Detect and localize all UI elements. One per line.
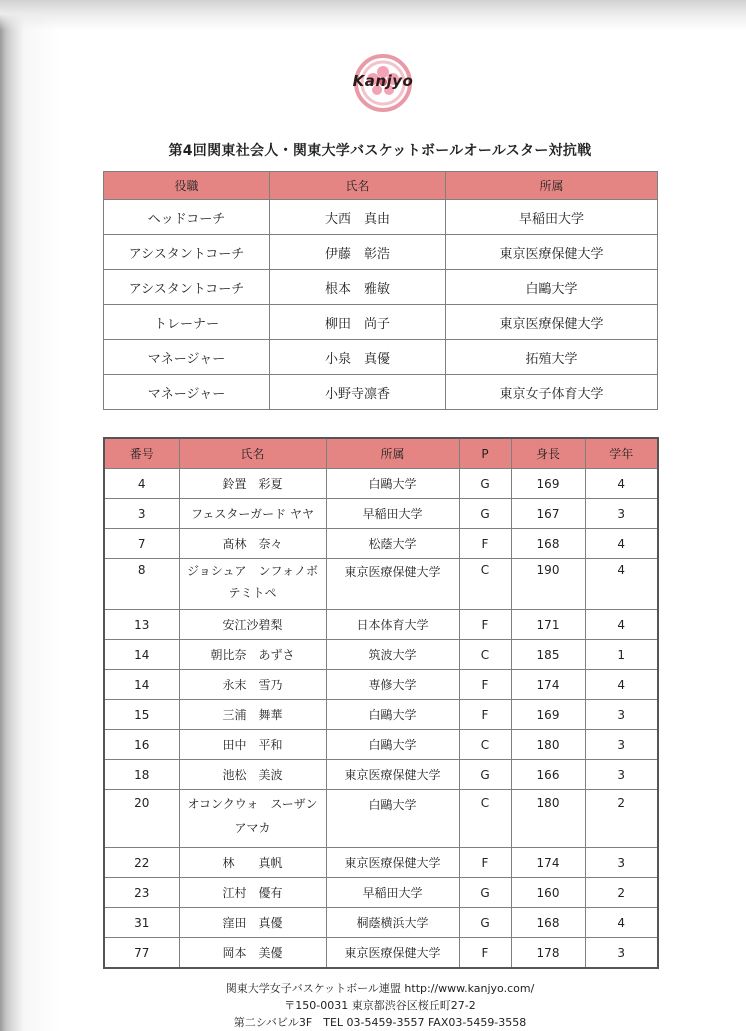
player-position: G <box>459 469 511 499</box>
player-position: C <box>459 640 511 670</box>
player-header-number: 番号 <box>104 438 179 469</box>
staff-header-team: 所属 <box>446 172 658 200</box>
logo-text: Kanjyo <box>352 72 414 90</box>
player-row <box>104 700 658 730</box>
staff-team: 東京医療保健大学 <box>446 235 658 270</box>
player-name: 池松 美波 <box>222 767 283 782</box>
player-row <box>104 529 658 559</box>
player-name-cell <box>179 848 326 878</box>
player-grade: 2 <box>585 878 658 908</box>
player-name: 朝比奈 あずさ <box>210 647 295 662</box>
player-number: 14 <box>104 640 179 670</box>
staff-team: 東京医療保健大学 <box>446 305 658 340</box>
player-name: ジョシュア ンフォノボ <box>187 564 318 578</box>
staff-name: 根本 雅敏 <box>270 270 446 305</box>
footer-line-2: 〒150-0031 東京都渋谷区桜丘町27-2 <box>284 999 476 1012</box>
player-name-line-2: テミトペ <box>228 586 277 600</box>
kanjyo-logo <box>352 52 414 114</box>
player-position: G <box>459 760 511 790</box>
footer-line-3: 第二シバビル3F TEL 03-5459-3557 FAX03-5459-3558 <box>233 1016 527 1029</box>
player-grade: 4 <box>585 610 658 640</box>
player-row <box>104 878 658 908</box>
player-team: 東京医療保健大学 <box>326 848 459 878</box>
staff-header-row <box>104 172 658 200</box>
player-position: G <box>459 878 511 908</box>
player-name-cell <box>179 730 326 760</box>
staff-name: 小野寺凛香 <box>270 375 446 410</box>
footer-line-1: 関東大学女子バスケットボール連盟 http://www.kanjyo.com/ <box>225 982 535 995</box>
player-name-cell <box>179 499 326 529</box>
player-team: 桐蔭横浜大学 <box>326 908 459 938</box>
player-grade: 1 <box>585 640 658 670</box>
staff-name: 柳田 尚子 <box>270 305 446 340</box>
player-grade: 4 <box>585 908 658 938</box>
player-team: 筑波大学 <box>326 640 459 670</box>
player-height: 185 <box>511 640 585 670</box>
player-team: 専修大学 <box>326 670 459 700</box>
player-header-row <box>104 438 658 469</box>
page-top-shadow <box>0 0 746 30</box>
player-team: 白鷗大学 <box>326 700 459 730</box>
player-name: 窪田 真優 <box>222 915 283 930</box>
player-number: 16 <box>104 730 179 760</box>
player-position: F <box>459 670 511 700</box>
player-name: オコンクウォ スーザン <box>187 797 318 811</box>
player-number: 13 <box>104 610 179 640</box>
staff-table <box>103 171 658 410</box>
player-name: フェスターガード ヤヤ <box>191 506 314 521</box>
player-name: 林 真帆 <box>222 855 283 870</box>
player-name: 岡本 美優 <box>222 945 283 960</box>
player-team: 東京医療保健大学 <box>326 760 459 790</box>
player-name: 鈴置 彩夏 <box>222 476 283 491</box>
player-height: 171 <box>511 610 585 640</box>
player-position: F <box>459 529 511 559</box>
staff-team: 早稲田大学 <box>446 200 658 235</box>
player-name-cell <box>179 908 326 938</box>
staff-role: マネージャー <box>104 340 270 375</box>
player-name: 江村 優有 <box>222 885 283 900</box>
player-grade: 3 <box>585 760 658 790</box>
player-row <box>104 730 658 760</box>
player-name-cell <box>179 529 326 559</box>
player-grade: 3 <box>585 499 658 529</box>
player-position: F <box>459 610 511 640</box>
player-row <box>104 938 658 969</box>
player-position: C <box>459 559 511 610</box>
staff-name: 小泉 真優 <box>270 340 446 375</box>
player-name-cell <box>179 640 326 670</box>
player-header-team: 所属 <box>326 438 459 469</box>
staff-name: 伊藤 彰浩 <box>270 235 446 270</box>
player-height: 180 <box>511 730 585 760</box>
player-position: C <box>459 730 511 760</box>
player-team: 早稲田大学 <box>326 878 459 908</box>
player-row <box>104 908 658 938</box>
player-row <box>104 670 658 700</box>
player-name-cell <box>179 938 326 969</box>
player-name-cell <box>179 760 326 790</box>
player-number: 7 <box>104 529 179 559</box>
player-height: 174 <box>511 670 585 700</box>
player-name-cell <box>179 878 326 908</box>
player-number: 22 <box>104 848 179 878</box>
player-name: 三浦 舞華 <box>222 707 283 722</box>
player-name-cell <box>179 559 326 610</box>
player-position: G <box>459 908 511 938</box>
player-name: 安江沙碧梨 <box>222 617 283 632</box>
player-name-cell <box>179 469 326 499</box>
player-row <box>104 640 658 670</box>
staff-role: アシスタントコーチ <box>104 270 270 305</box>
player-height: 190 <box>511 559 585 610</box>
player-number: 4 <box>104 469 179 499</box>
player-name: 田中 平和 <box>222 737 283 752</box>
player-height: 167 <box>511 499 585 529</box>
player-number: 3 <box>104 499 179 529</box>
player-team: 白鷗大学 <box>326 469 459 499</box>
staff-row <box>104 270 658 305</box>
player-name-cell <box>179 790 326 848</box>
player-number: 31 <box>104 908 179 938</box>
player-height: 169 <box>511 700 585 730</box>
player-position: F <box>459 938 511 969</box>
player-team: 白鷗大学 <box>326 730 459 760</box>
player-height: 178 <box>511 938 585 969</box>
staff-role: ヘッドコーチ <box>104 200 270 235</box>
player-team: 東京医療保健大学 <box>326 938 459 969</box>
player-height: 174 <box>511 848 585 878</box>
player-name: 永末 雪乃 <box>222 677 283 692</box>
player-team: 松蔭大学 <box>326 529 459 559</box>
player-row <box>104 469 658 499</box>
staff-team: 東京女子体育大学 <box>446 375 658 410</box>
player-grade: 4 <box>585 670 658 700</box>
player-grade: 3 <box>585 730 658 760</box>
player-number: 18 <box>104 760 179 790</box>
player-header-height: 身長 <box>511 438 585 469</box>
player-height: 160 <box>511 878 585 908</box>
player-row <box>104 760 658 790</box>
player-name-cell <box>179 670 326 700</box>
player-row <box>104 610 658 640</box>
player-header-grade: 学年 <box>585 438 658 469</box>
player-header-name: 氏名 <box>179 438 326 469</box>
player-grade: 4 <box>585 529 658 559</box>
staff-header-role: 役職 <box>104 172 270 200</box>
staff-role: アシスタントコーチ <box>104 235 270 270</box>
player-row <box>104 499 658 529</box>
player-row <box>104 790 658 848</box>
staff-role: トレーナー <box>104 305 270 340</box>
document-title: 第4回関東社会人・関東大学バスケットボールオールスター対抗戦 <box>168 143 592 159</box>
staff-row <box>104 305 658 340</box>
player-header-position: P <box>459 438 511 469</box>
player-position: C <box>459 790 511 848</box>
player-name-line-2: アマカ <box>234 821 271 835</box>
player-position: F <box>459 848 511 878</box>
player-number: 20 <box>104 790 179 848</box>
player-table <box>103 437 659 969</box>
staff-row <box>104 340 658 375</box>
staff-name: 大西 真由 <box>270 200 446 235</box>
player-name-cell <box>179 700 326 730</box>
staff-team: 白鷗大学 <box>446 270 658 305</box>
player-grade: 3 <box>585 700 658 730</box>
staff-header-name: 氏名 <box>270 172 446 200</box>
staff-row <box>104 235 658 270</box>
player-height: 168 <box>511 908 585 938</box>
player-name: 髙林 奈々 <box>222 536 283 551</box>
player-number: 77 <box>104 938 179 969</box>
player-team: 白鷗大学 <box>326 790 459 848</box>
player-height: 169 <box>511 469 585 499</box>
player-grade: 3 <box>585 848 658 878</box>
staff-row <box>104 200 658 235</box>
player-name-cell <box>179 610 326 640</box>
player-grade: 3 <box>585 938 658 969</box>
player-position: F <box>459 700 511 730</box>
footer <box>100 980 660 1031</box>
player-row <box>104 848 658 878</box>
player-team: 日本体育大学 <box>326 610 459 640</box>
player-team: 東京医療保健大学 <box>326 559 459 610</box>
player-grade: 4 <box>585 469 658 499</box>
staff-team: 拓殖大学 <box>446 340 658 375</box>
player-number: 14 <box>104 670 179 700</box>
player-team: 早稲田大学 <box>326 499 459 529</box>
player-height: 180 <box>511 790 585 848</box>
player-number: 8 <box>104 559 179 610</box>
player-number: 15 <box>104 700 179 730</box>
player-number: 23 <box>104 878 179 908</box>
player-grade: 2 <box>585 790 658 848</box>
staff-role: マネージャー <box>104 375 270 410</box>
player-grade: 4 <box>585 559 658 610</box>
player-position: G <box>459 499 511 529</box>
player-row <box>104 559 658 610</box>
player-height: 166 <box>511 760 585 790</box>
staff-row <box>104 375 658 410</box>
player-height: 168 <box>511 529 585 559</box>
